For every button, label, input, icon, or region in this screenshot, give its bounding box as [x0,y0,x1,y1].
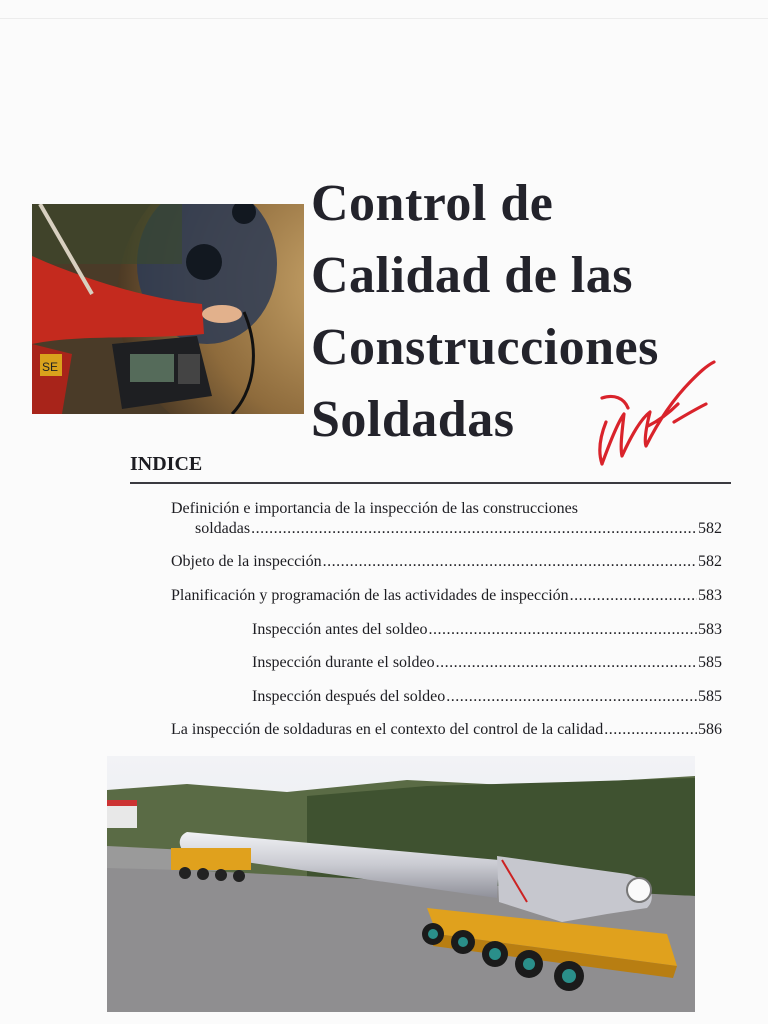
title-line-4: Soldadas [311,391,515,448]
ultrasonic-weld-inspection-photo [32,204,304,414]
toc-entry-label: La inspección de soldaduras en el contexto del control de la calidad [171,721,604,738]
toc-leader [436,653,697,673]
toc-entry[interactable] [171,720,722,740]
toc-entry[interactable] [171,552,722,572]
toc-leader [323,552,697,572]
toc-entry-1-line-1: Definición e importancia de la inspección de las construcciones [171,500,578,517]
toc-entry-label: Inspección después del soldeo [252,688,446,705]
toc-page-number: 585 [698,654,722,671]
toc-page-number: 585 [698,688,722,705]
toc-entry-label: soldadas [195,520,251,537]
toc-page-number: 582 [698,520,722,537]
handwritten-signature [588,352,723,472]
toc-page-number: 582 [698,553,722,570]
toc-leader [604,720,697,740]
welded-steel-tube-on-trailer-photo [107,756,695,1012]
toc-entry-label: Planificación y programación de las actividades de inspección [171,587,569,604]
index-divider [130,482,731,484]
toc-page-number: 583 [698,621,722,638]
title-line-3: Construcciones [311,319,659,376]
toc-leader [446,687,697,707]
toc-entry[interactable] [252,687,722,707]
toc-entry-label: Inspección antes del soldeo [252,621,428,638]
title-line-1: Control de [311,175,554,232]
toc-entry[interactable] [252,653,722,673]
toc-entry-label: Objeto de la inspección [171,553,322,570]
toc-leader [570,586,697,606]
page-edge [0,18,768,19]
toc-leader [429,620,698,640]
transport-photo [107,756,695,1012]
toc-page-number: 586 [698,721,722,738]
toc-leader [251,519,697,539]
svg-text:SE: SE [42,360,59,374]
toc-entry-label: Inspección durante el soldeo [252,654,435,671]
toc-page-number: 583 [698,587,722,604]
index-heading: INDICE [130,453,203,475]
title-line-2: Calidad de las [311,247,633,304]
toc-entry[interactable] [252,620,722,640]
toc-entry[interactable] [195,519,722,539]
ultrasonic-inspection-photo [32,204,304,414]
toc-entry[interactable] [171,586,722,606]
